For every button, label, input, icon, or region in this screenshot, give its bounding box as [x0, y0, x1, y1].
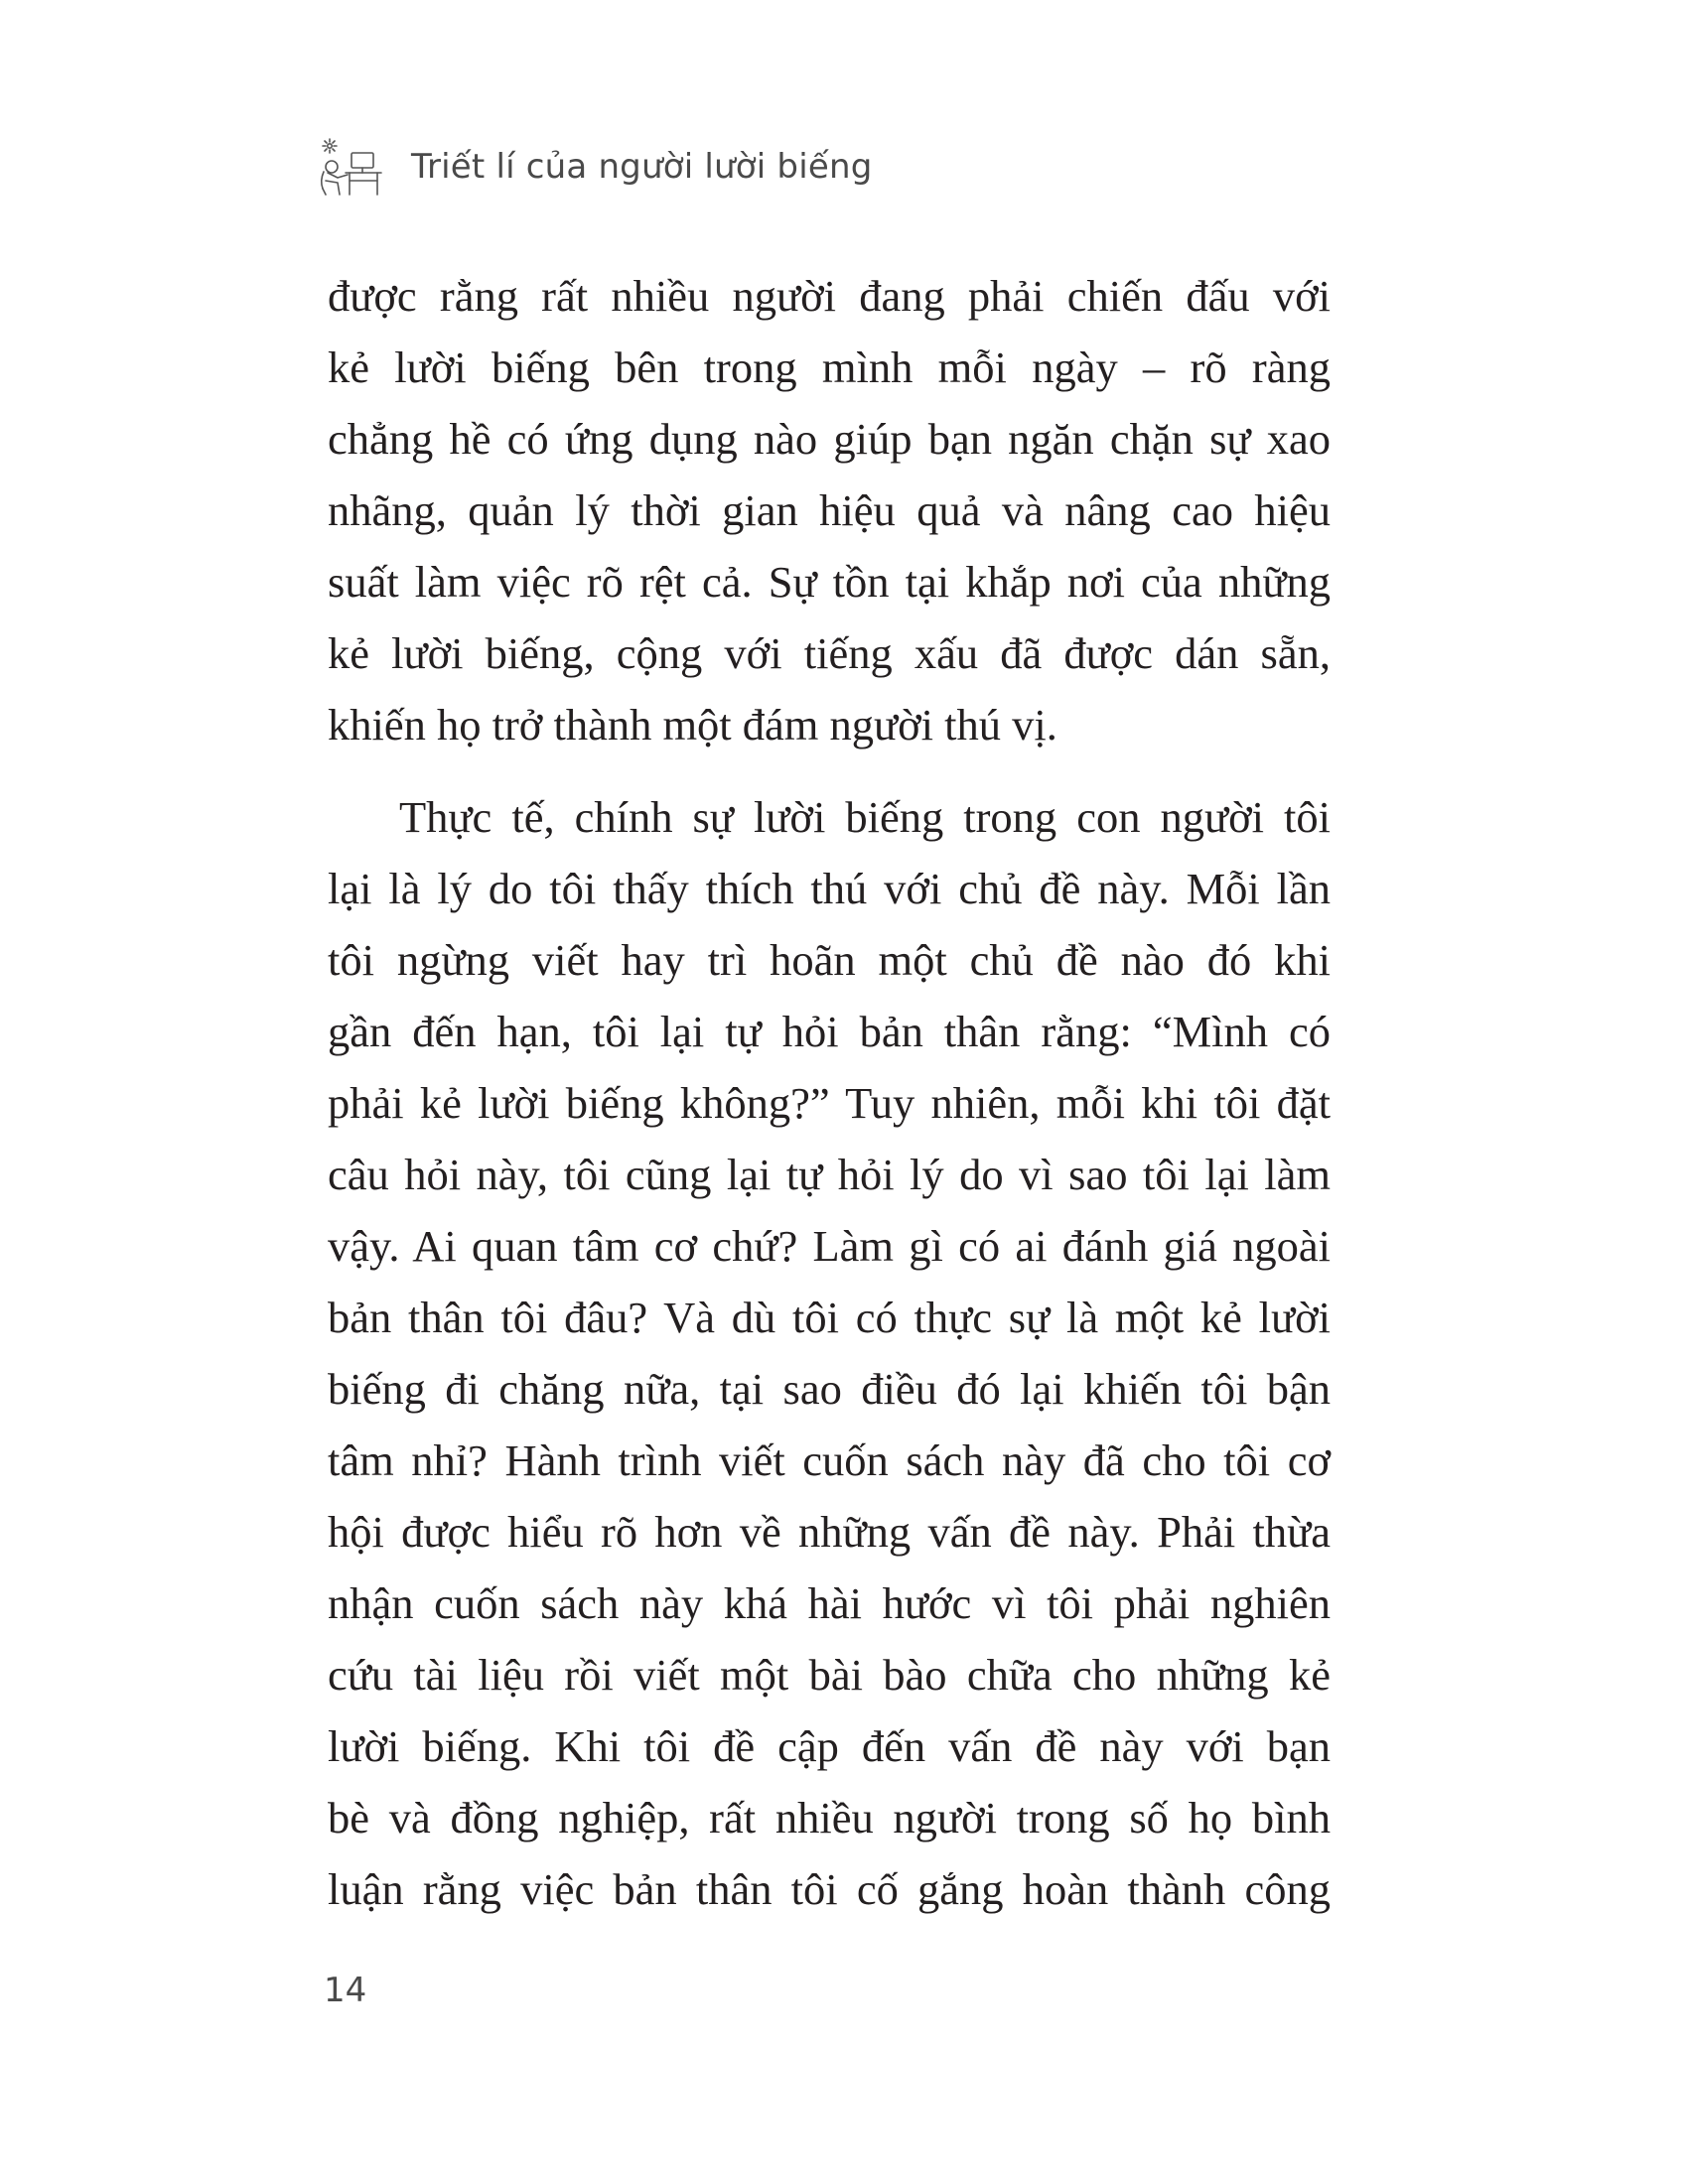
text-line: suất làm việc rõ rệt cả. Sự tồn tại khắp nơi của những: [328, 557, 1331, 607]
text-line: lại là lý do tôi thấy thích thú với chủ đề này. Mỗi lần: [328, 864, 1331, 913]
page-number: 14: [324, 1971, 367, 2010]
text-line: khiến họ trở thành một đám người thú vị.: [328, 700, 1057, 750]
text-line: kẻ lười biếng bên trong mình mỗi ngày – rõ ràng: [328, 342, 1331, 392]
text-line: lười biếng. Khi tôi đề cập đến vấn đề này với bạn: [328, 1721, 1331, 1771]
text-line: biếng đi chăng nữa, tại sao điều đó lại khiến tôi bận: [328, 1364, 1331, 1414]
lazy-person-at-desk-icon: [316, 137, 389, 197]
paragraph-continued: [328, 260, 1331, 760]
text-line: Thực tế, chính sự lười biếng trong con người tôi: [399, 792, 1331, 842]
text-line: tôi ngừng viết hay trì hoãn một chủ đề nào đó khi: [328, 935, 1331, 985]
text-line: bản thân tôi đâu? Và dù tôi có thực sự là một kẻ lười: [328, 1293, 1331, 1342]
paragraph: [328, 781, 1331, 1925]
text-line: kẻ lười biếng, cộng với tiếng xấu đã được dán sẵn,: [328, 628, 1331, 678]
running-header-title: Triết lí của người lười biếng: [411, 147, 873, 187]
text-line: vậy. Ai quan tâm cơ chứ? Làm gì có ai đánh giá ngoài: [328, 1221, 1331, 1271]
text-line: được rằng rất nhiều người đang phải chiến đấu với: [328, 271, 1331, 321]
text-line: nhãng, quản lý thời gian hiệu quả và nâng cao hiệu: [328, 485, 1331, 535]
text-line: cứu tài liệu rồi viết một bài bào chữa cho những kẻ: [328, 1650, 1331, 1700]
text-line: hội được hiểu rõ hơn về những vấn đề này. Phải thừa: [328, 1507, 1331, 1557]
text-line: luận rằng việc bản thân tôi cố gắng hoàn thành công: [328, 1864, 1331, 1914]
text-line: câu hỏi này, tôi cũng lại tự hỏi lý do vì sao tôi lại làm: [328, 1150, 1331, 1199]
text-line: chẳng hề có ứng dụng nào giúp bạn ngăn chặn sự xao: [328, 414, 1331, 464]
running-header: [316, 137, 873, 197]
text-line: tâm nhỉ? Hành trình viết cuốn sách này đã cho tôi cơ: [328, 1435, 1331, 1485]
text-line: nhận cuốn sách này khá hài hước vì tôi phải nghiên: [328, 1578, 1331, 1628]
text-line: phải kẻ lười biếng không?” Tuy nhiên, mỗi khi tôi đặt: [328, 1078, 1331, 1128]
text-line: bè và đồng nghiệp, rất nhiều người trong số họ bình: [328, 1793, 1331, 1843]
text-line: gần đến hạn, tôi lại tự hỏi bản thân rằng: “Mình có: [328, 1007, 1331, 1056]
